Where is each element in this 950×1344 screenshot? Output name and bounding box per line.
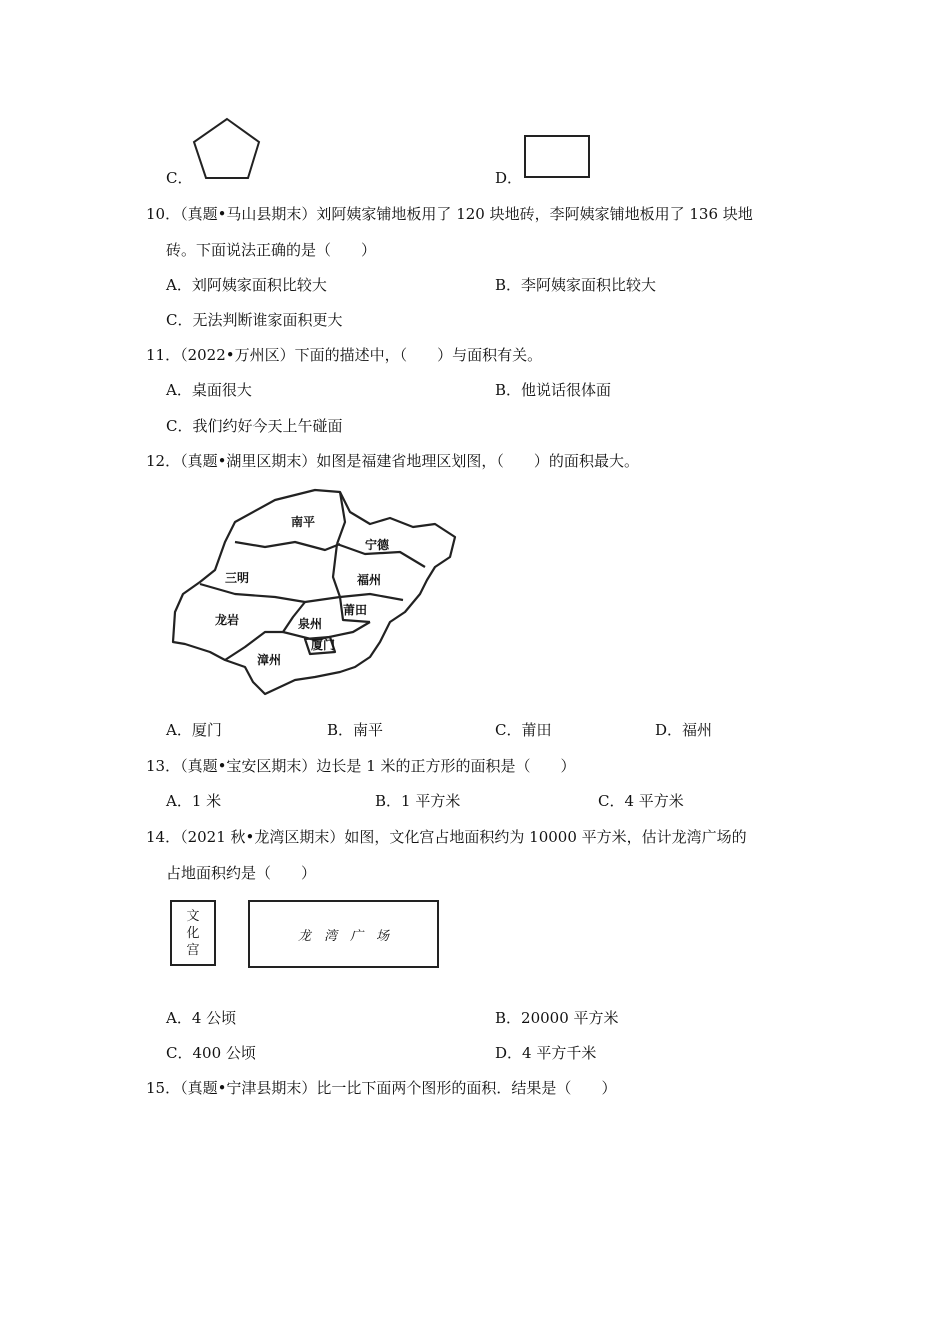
- longwan-square-box: [248, 900, 439, 968]
- q15-stem: 15．（真题•宁津县期末）比一比下面两个图形的面积．结果是（ ）: [146, 1079, 617, 1097]
- cultural-palace-char-1: 文: [186, 908, 200, 924]
- q11-option-b[interactable]: B．他说话很体面: [495, 381, 612, 399]
- cultural-palace-char-3: 宫: [186, 942, 200, 958]
- q12-option-c[interactable]: C．莆田: [495, 721, 552, 739]
- rectangle-figure: [522, 133, 594, 181]
- longwan-square-label: 龙 湾 广 场: [297, 928, 389, 944]
- q10-stem-line2: 砖。下面说法正确的是（ ）: [166, 241, 377, 259]
- q13-option-a[interactable]: A．1 米: [166, 792, 222, 810]
- q10-stem-line1: 10．（真题•马山县期末）刘阿姨家铺地板用了 120 块地砖，李阿姨家铺地板用了 136 块地: [146, 205, 753, 223]
- q14-option-b[interactable]: B．20000 平方米: [495, 1009, 619, 1027]
- fujian-map-figure: [165, 482, 465, 697]
- q10-option-b[interactable]: B．李阿姨家面积比较大: [495, 276, 657, 294]
- q10-option-a[interactable]: A．刘阿姨家面积比较大: [166, 276, 327, 294]
- q14-option-a[interactable]: A．4 公顷: [166, 1009, 237, 1027]
- map-border-fuzhou-putian: [340, 594, 403, 600]
- q13-stem: 13．（真题•宝安区期末）边长是 1 米的正方形的面积是（ ）: [146, 757, 576, 775]
- q9-option-d: D．: [495, 169, 523, 187]
- map-label-putian: 莆田: [343, 603, 368, 617]
- map-border-nanping-sanming: [235, 542, 340, 550]
- map-border-sanming-longyan: [200, 584, 340, 602]
- q12-stem: 12．（真题•湖里区期末）如图是福建省地理区划图，（ ）的面积最大。: [146, 452, 639, 470]
- map-label-longyan: 龙岩: [215, 613, 240, 627]
- q10-option-c[interactable]: C．无法判断谁家面积更大: [166, 311, 343, 329]
- map-label-quanzhou: 泉州: [298, 617, 323, 631]
- q11-stem: 11．（2022•万州区）下面的描述中，（ ）与面积有关。: [146, 346, 543, 364]
- map-label-zhangzhou: 漳州: [257, 653, 282, 667]
- q11-option-a[interactable]: A．桌面很大: [166, 381, 252, 399]
- q14-stem-line1: 14．（2021 秋•龙湾区期末）如图，文化宫占地面积约为 10000 平方米，估计龙湾广场的: [146, 828, 747, 846]
- q14-option-c[interactable]: C．400 公顷: [166, 1044, 256, 1062]
- pentagon-figure: [190, 115, 265, 185]
- q13-option-c[interactable]: C．4 平方米: [598, 792, 684, 810]
- cultural-palace-char-2: 化: [186, 925, 200, 941]
- q14-option-d[interactable]: D．4 平方千米: [495, 1044, 597, 1062]
- cultural-palace-box: [170, 900, 216, 966]
- q14-stem-line2: 占地面积约是（ ）: [166, 864, 317, 882]
- map-label-sanming: 三明: [225, 571, 250, 585]
- q12-option-d[interactable]: D．福州: [655, 721, 713, 739]
- map-label-fuzhou: 福州: [357, 573, 382, 587]
- q12-option-b[interactable]: B．南平: [327, 721, 384, 739]
- map-label-xiamen: 厦门: [311, 638, 336, 652]
- q13-option-b[interactable]: B．1 平方米: [375, 792, 461, 810]
- q9-option-c: C．: [166, 169, 193, 187]
- map-label-nanping: 南平: [291, 515, 316, 529]
- map-label-ningde: 宁德: [365, 538, 390, 552]
- q11-option-c[interactable]: C．我们约好今天上午碰面: [166, 417, 343, 435]
- q12-option-a[interactable]: A．厦门: [166, 721, 222, 739]
- map-border-sanming-fuzhou: [333, 544, 340, 597]
